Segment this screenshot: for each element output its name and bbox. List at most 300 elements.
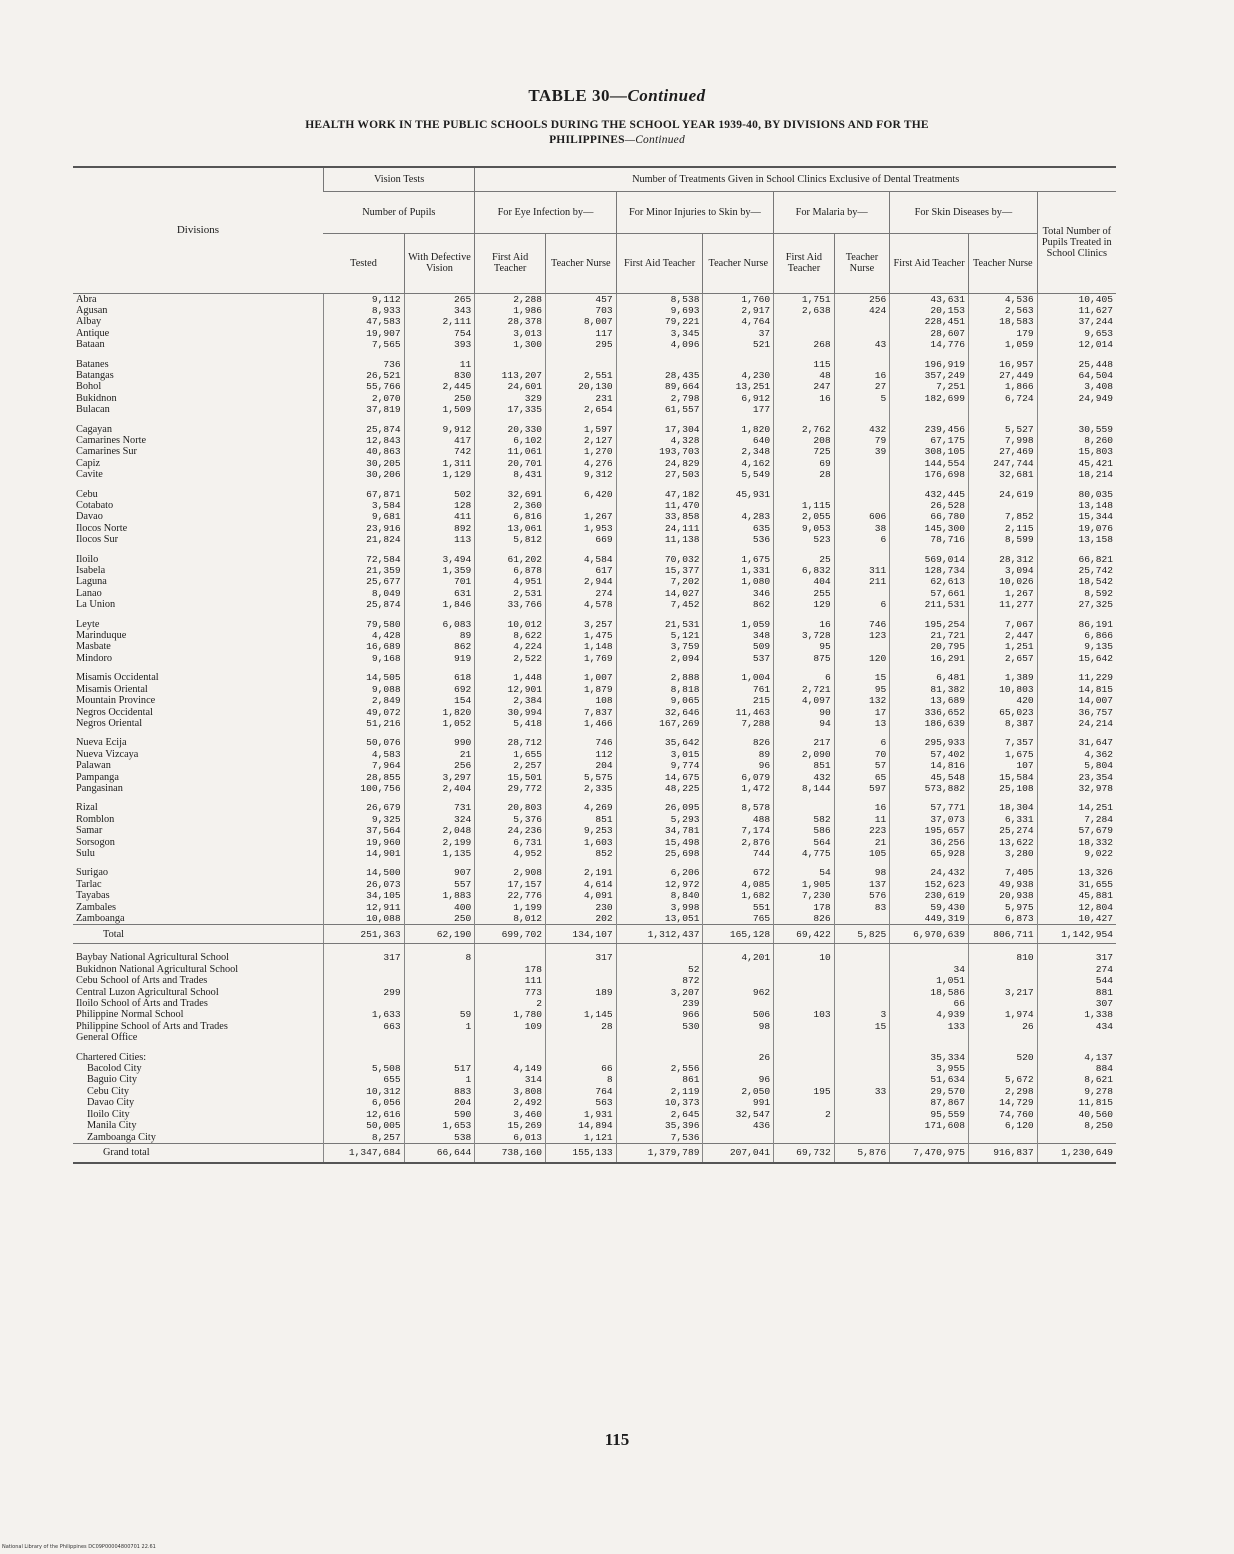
table-cell [834, 1032, 890, 1043]
table-cell: 314 [475, 1074, 546, 1085]
table-cell: 488 [703, 814, 774, 825]
table-cell: 79,580 [323, 619, 404, 630]
table-cell: 14,500 [323, 867, 404, 878]
table-cell: 30,206 [323, 469, 404, 480]
table-cell: 773 [475, 987, 546, 998]
table-cell: 17,335 [475, 404, 546, 415]
table-cell [890, 1132, 969, 1144]
table-row [73, 879, 1116, 890]
table-cell: 70,032 [616, 554, 703, 565]
table-cell [323, 1052, 404, 1063]
table-cell: 21,721 [890, 630, 969, 641]
division-name: Surigao [76, 867, 109, 879]
table-cell: 6 [834, 737, 890, 748]
division-name: Pampanga [76, 771, 119, 783]
table-cell: 699,702 [475, 925, 546, 944]
spacer-row [73, 416, 1116, 424]
table-cell: 317 [545, 952, 616, 963]
table-cell: 100,756 [323, 783, 404, 794]
table-cell: 2,094 [616, 653, 703, 664]
table-cell: 8,049 [323, 588, 404, 599]
table-cell: 171,608 [890, 1120, 969, 1131]
table-cell: 8,599 [968, 534, 1037, 545]
table-cell: 3,955 [890, 1063, 969, 1074]
table-row [73, 737, 1116, 748]
table-cell: 826 [774, 913, 835, 925]
table-cell: 1,472 [703, 783, 774, 794]
table-cell: 551 [703, 902, 774, 913]
table-cell: 830 [404, 370, 475, 381]
table-cell: 13,689 [890, 695, 969, 706]
table-cell: 48 [774, 370, 835, 381]
table-cell: 20,153 [890, 305, 969, 316]
table-cell: 79 [834, 435, 890, 446]
table-cell: 1,135 [404, 848, 475, 859]
table-cell: 432 [834, 424, 890, 435]
division-name: Cebu [76, 488, 98, 500]
table-cell: 6,816 [475, 511, 546, 522]
table-cell: 640 [703, 435, 774, 446]
table-cell [703, 1132, 774, 1144]
table-cell: 2,638 [774, 305, 835, 316]
table-cell: 1,270 [545, 446, 616, 457]
division-name: Iloilo City [87, 1108, 130, 1120]
table-cell: 133 [890, 1021, 969, 1032]
table-cell: 26,095 [616, 802, 703, 813]
table-cell: 13,622 [968, 837, 1037, 848]
table-cell: 20,701 [475, 458, 546, 469]
table-cell: 13,326 [1037, 867, 1116, 878]
table-cell: 62,190 [404, 925, 475, 944]
table-cell: 1,931 [545, 1109, 616, 1120]
table-cell: 1,230,649 [1037, 1143, 1116, 1163]
table-cell: 36,256 [890, 837, 969, 848]
minor-teacher-nurse-header: Teacher Nurse [703, 233, 774, 293]
table-cell: 1,879 [545, 684, 616, 695]
table-cell: 50,076 [323, 737, 404, 748]
table-cell: 7,067 [968, 619, 1037, 630]
table-cell: 80,035 [1037, 489, 1116, 500]
table-cell: 764 [545, 1086, 616, 1097]
table-cell: 537 [703, 653, 774, 664]
table-cell: 33 [834, 1086, 890, 1097]
table-cell: 7,452 [616, 599, 703, 610]
table-cell: 89 [404, 630, 475, 641]
table-cell [834, 359, 890, 370]
table-cell: 26,073 [323, 879, 404, 890]
table-cell: 215 [703, 695, 774, 706]
table-cell [968, 975, 1037, 986]
table-cell: 5,293 [616, 814, 703, 825]
table-cell: 26,679 [323, 802, 404, 813]
division-name: La Union [76, 599, 116, 611]
table-cell: 2,199 [404, 837, 475, 848]
table-cell [834, 987, 890, 998]
table-cell: 24,111 [616, 523, 703, 534]
table-cell: 1,347,684 [323, 1143, 404, 1163]
table-row [73, 588, 1116, 599]
table-cell: 25,874 [323, 424, 404, 435]
table-cell: 875 [774, 653, 835, 664]
table-cell [834, 1063, 890, 1074]
division-name: Philippine School of Arts and Trades [76, 1020, 228, 1032]
table-cell: 564 [774, 837, 835, 848]
table-cell: 223 [834, 825, 890, 836]
table-cell: 1,338 [1037, 1009, 1116, 1020]
table-cell: 851 [545, 814, 616, 825]
table-cell: 400 [404, 902, 475, 913]
table-cell: 10,803 [968, 684, 1037, 695]
table-cell [323, 998, 404, 1009]
table-cell: 28,312 [968, 554, 1037, 565]
division-name: Capiz [76, 457, 101, 469]
division-name: Davao City [87, 1097, 135, 1109]
total-row [73, 1143, 1116, 1163]
table-row [73, 641, 1116, 652]
table-cell: 24,214 [1037, 718, 1116, 729]
table-cell: 11,463 [703, 707, 774, 718]
table-cell [323, 1032, 404, 1043]
division-name: Negros Oriental [76, 717, 143, 729]
table-cell: 15,269 [475, 1120, 546, 1131]
table-cell: 20,795 [890, 641, 969, 652]
defective-vision-header: With Defective Vision [404, 233, 475, 293]
table-cell: 57,679 [1037, 825, 1116, 836]
table-cell: 2,849 [323, 695, 404, 706]
table-cell: 761 [703, 684, 774, 695]
table-cell: 25,742 [1037, 565, 1116, 576]
table-row [73, 359, 1116, 370]
table-cell: 9,681 [323, 511, 404, 522]
table-cell: 563 [545, 1097, 616, 1108]
table-cell: 193,703 [616, 446, 703, 457]
table-cell: 6,056 [323, 1097, 404, 1108]
table-cell: 5,804 [1037, 760, 1116, 771]
table-cell: 3,094 [968, 565, 1037, 576]
table-row [73, 469, 1116, 480]
table-cell: 15,377 [616, 565, 703, 576]
table-cell: 1,846 [404, 599, 475, 610]
table-cell: 4,091 [545, 890, 616, 901]
table-cell: 4,328 [616, 435, 703, 446]
eye-first-aid-header: First Aid Teacher [475, 233, 546, 293]
table-cell: 5,376 [475, 814, 546, 825]
table-cell: 26 [968, 1021, 1037, 1032]
table-cell: 239 [616, 998, 703, 1009]
table-cell: 538 [404, 1132, 475, 1144]
table-cell [774, 1063, 835, 1074]
table-cell: 3,494 [404, 554, 475, 565]
table-cell: 506 [703, 1009, 774, 1020]
table-cell: 9,653 [1037, 328, 1116, 339]
division-name: General Office [76, 1032, 138, 1044]
table-cell: 178 [774, 902, 835, 913]
table-cell: 45,548 [890, 772, 969, 783]
division-name: Iloilo School of Arts and Trades [76, 998, 208, 1010]
page-number: 115 [604, 1430, 630, 1449]
table-cell: 1,751 [774, 293, 835, 305]
division-name: Laguna [76, 576, 107, 588]
table-cell: 436 [703, 1120, 774, 1131]
table-row [73, 293, 1116, 305]
spacer-row [73, 664, 1116, 672]
table-cell: 36,757 [1037, 707, 1116, 718]
table-cell: 32,547 [703, 1109, 774, 1120]
table-cell [890, 1032, 969, 1043]
table-cell: 247 [774, 381, 835, 392]
table-cell: 1,883 [404, 890, 475, 901]
table-cell: 2,055 [774, 511, 835, 522]
table-cell: 47,583 [323, 316, 404, 327]
table-cell: 37,564 [323, 825, 404, 836]
table-cell: 195,657 [890, 825, 969, 836]
table-cell: 3,584 [323, 500, 404, 511]
spacer-row [73, 859, 1116, 867]
table-cell [774, 316, 835, 327]
table-cell: 4,775 [774, 848, 835, 859]
table-cell: 115 [774, 359, 835, 370]
table-cell: 8,592 [1037, 588, 1116, 599]
table-cell: 69,732 [774, 1143, 835, 1163]
table-cell: 692 [404, 684, 475, 695]
table-cell [890, 404, 969, 415]
table-cell: 1,359 [404, 565, 475, 576]
table-row [73, 684, 1116, 695]
table-cell: 96 [703, 1074, 774, 1085]
table-cell: 1,448 [475, 672, 546, 683]
table-cell: 28,435 [616, 370, 703, 381]
table-cell: 11,470 [616, 500, 703, 511]
table-row [73, 1086, 1116, 1097]
table-cell: 8,431 [475, 469, 546, 480]
table-cell: 6,331 [968, 814, 1037, 825]
table-cell: 95 [834, 684, 890, 695]
table-cell: 8,933 [323, 305, 404, 316]
table-cell: 6,420 [545, 489, 616, 500]
table-cell: 2,048 [404, 825, 475, 836]
table-cell: 530 [616, 1021, 703, 1032]
table-row [73, 772, 1116, 783]
table-cell: 15,498 [616, 837, 703, 848]
table-cell: 7,357 [968, 737, 1037, 748]
division-name: Ilocos Norte [76, 522, 128, 534]
division-name: Zamboanga City [87, 1131, 156, 1143]
table-row [73, 435, 1116, 446]
table-cell: 2,447 [968, 630, 1037, 641]
table-cell: 881 [1037, 987, 1116, 998]
division-name: Sorsogon [76, 836, 115, 848]
table-cell: 324 [404, 814, 475, 825]
table-cell: 11,138 [616, 534, 703, 545]
table-cell: 10,026 [968, 576, 1037, 587]
division-name: Misamis Occidental [76, 672, 159, 684]
table-row [73, 867, 1116, 878]
table-cell: 295 [545, 339, 616, 350]
table-cell: 4,201 [703, 952, 774, 963]
table-cell: 28,855 [323, 772, 404, 783]
table-cell: 7,174 [703, 825, 774, 836]
table-cell: 523 [774, 534, 835, 545]
table-cell: 2,556 [616, 1063, 703, 1074]
table-cell: 62,613 [890, 576, 969, 587]
table-cell: 28 [774, 469, 835, 480]
table-cell [834, 1109, 890, 1120]
table-cell: 74,760 [968, 1109, 1037, 1120]
table-cell: 1,267 [545, 511, 616, 522]
table-cell [834, 1132, 890, 1144]
table-cell: 31,647 [1037, 737, 1116, 748]
number-of-pupils-header: Number of Pupils [323, 191, 474, 233]
table-cell: 95,559 [890, 1109, 969, 1120]
table-cell: 154 [404, 695, 475, 706]
table-row [73, 458, 1116, 469]
table-cell [703, 1063, 774, 1074]
table-cell: 33,858 [616, 511, 703, 522]
table-cell: 3,207 [616, 987, 703, 998]
table-cell: 7,230 [774, 890, 835, 901]
table-cell: 51,216 [323, 718, 404, 729]
table-cell: 919 [404, 653, 475, 664]
table-cell [1037, 404, 1116, 415]
table-cell: 18,214 [1037, 469, 1116, 480]
table-cell: 28,378 [475, 316, 546, 327]
table-cell [834, 1052, 890, 1063]
table-cell: 2,654 [545, 404, 616, 415]
table-cell: 25,874 [323, 599, 404, 610]
table-cell [545, 359, 616, 370]
table-cell [834, 1097, 890, 1108]
division-name: Nueva Vizcaya [76, 748, 139, 760]
division-name: Cotabato [76, 500, 114, 511]
division-name: Cebu School of Arts and Trades [76, 975, 208, 987]
table-cell: 202 [545, 913, 616, 925]
table-cell: 1,004 [703, 672, 774, 683]
table-cell: 449,319 [890, 913, 969, 925]
table-cell [545, 964, 616, 975]
table-cell: 179 [968, 328, 1037, 339]
table-cell: 852 [545, 848, 616, 859]
table-cell: 11,277 [968, 599, 1037, 610]
spacer-row [73, 729, 1116, 737]
table-cell: 8 [545, 1074, 616, 1085]
table-cell [1037, 1032, 1116, 1043]
division-name: Grand total [73, 1143, 323, 1163]
table-row [73, 1032, 1116, 1043]
table-cell: 145,300 [890, 523, 969, 534]
table-cell: 48,225 [616, 783, 703, 794]
table-cell: 4,137 [1037, 1052, 1116, 1063]
division-name: Bukidnon [76, 392, 117, 404]
table-cell: 2,360 [475, 500, 546, 511]
table-cell: 33,766 [475, 599, 546, 610]
table-cell [834, 469, 890, 480]
table-cell: 196,919 [890, 359, 969, 370]
table-cell: 2,798 [616, 393, 703, 404]
table-cell: 765 [703, 913, 774, 925]
minor-first-aid-header: First Aid Teacher [616, 233, 703, 293]
table-cell: 5,575 [545, 772, 616, 783]
table-cell: 189 [545, 987, 616, 998]
table-cell: 20,130 [545, 381, 616, 392]
table-cell [545, 500, 616, 511]
table-cell: 754 [404, 328, 475, 339]
table-cell: 4,536 [968, 293, 1037, 305]
division-name: Camarines Sur [76, 446, 137, 458]
table-cell: 12,616 [323, 1109, 404, 1120]
table-cell: 2,111 [404, 316, 475, 327]
table-cell: 2,944 [545, 576, 616, 587]
table-cell: 4,269 [545, 802, 616, 813]
table-cell: 8 [404, 952, 475, 963]
table-cell: 14,894 [545, 1120, 616, 1131]
table-cell: 19,907 [323, 328, 404, 339]
table-cell: 4,951 [475, 576, 546, 587]
table-row [73, 1120, 1116, 1131]
table-cell: 8,257 [323, 1132, 404, 1144]
table-cell: 72,584 [323, 554, 404, 565]
table-cell: 21,359 [323, 565, 404, 576]
malaria-header: For Malaria by— [774, 191, 890, 233]
table-cell: 4,097 [774, 695, 835, 706]
table-cell [834, 328, 890, 339]
table-cell: 31,655 [1037, 879, 1116, 890]
table-cell: 2,127 [545, 435, 616, 446]
divisions-header: Divisions [73, 167, 323, 293]
table-cell: 5,549 [703, 469, 774, 480]
spacer-row [73, 351, 1116, 359]
table-cell: 5,812 [475, 534, 546, 545]
table-cell: 165,128 [703, 925, 774, 944]
table-cell: 15,642 [1037, 653, 1116, 664]
table-cell: 152,623 [890, 879, 969, 890]
table-cell: 14,816 [890, 760, 969, 771]
division-name: Rizal [76, 802, 98, 814]
table-subtitle: HEALTH WORK IN THE PUBLIC SCHOOLS DURING THE SCHOOL YEAR 1939-40, BY DIVISIONS AND FOR THE PHILIPPINES—Continued [305, 119, 929, 146]
table-cell: 15 [834, 1021, 890, 1032]
table-row [73, 749, 1116, 760]
table-cell: 6 [834, 599, 890, 610]
table-cell: 9,135 [1037, 641, 1116, 652]
table-cell: 12,901 [475, 684, 546, 695]
table-cell [703, 975, 774, 986]
table-cell: 27,325 [1037, 599, 1116, 610]
table-cell [774, 1097, 835, 1108]
table-cell: 655 [323, 1074, 404, 1085]
table-cell: 1,311 [404, 458, 475, 469]
table-row [73, 1021, 1116, 1032]
table-cell: 420 [968, 695, 1037, 706]
table-cell: 274 [1037, 964, 1116, 975]
table-cell: 211 [834, 576, 890, 587]
table-cell: 251,363 [323, 925, 404, 944]
table-cell: 7,852 [968, 511, 1037, 522]
table-cell: 21,824 [323, 534, 404, 545]
table-row [73, 554, 1116, 565]
table-row [73, 523, 1116, 534]
table-cell [404, 975, 475, 986]
table-cell: 79,221 [616, 316, 703, 327]
table-cell [703, 998, 774, 1009]
spacer-row [73, 1044, 1116, 1052]
table-cell: 806,711 [968, 925, 1037, 944]
table-cell: 16 [774, 619, 835, 630]
division-name: Baybay National Agricultural School [76, 952, 229, 964]
table-cell: 536 [703, 534, 774, 545]
table-row [73, 718, 1116, 729]
table-cell: 40,863 [323, 446, 404, 457]
table-cell: 28,712 [475, 737, 546, 748]
table-cell: 631 [404, 588, 475, 599]
